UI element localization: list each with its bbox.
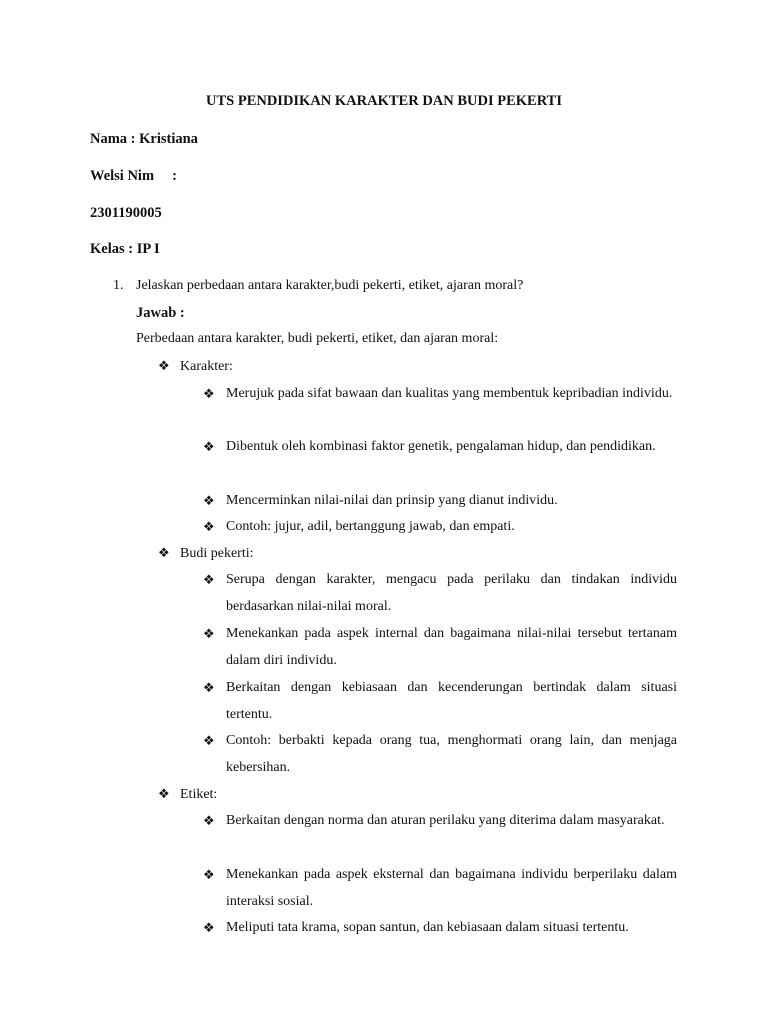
list-item: [203, 513, 677, 540]
list-item: [203, 674, 677, 728]
list-item-text: Contoh: berbakti kepada orang tua, menghormati orang lain, dan menjaga kebersihan.: [226, 733, 677, 775]
diamond-bullet-icon: ❖: [203, 439, 215, 454]
nim-value: 2301190005: [90, 205, 162, 221]
diamond-bullet-icon: ❖: [158, 786, 170, 801]
list-item-text: Serupa dengan karakter, mengacu pada perilaku dan tindakan individu berdasarkan nilai-nilai moral.: [226, 572, 677, 614]
welsi-nim-label: Welsi Nim :: [90, 168, 177, 184]
category-label: Budi pekerti:: [180, 546, 254, 561]
list-item: [203, 861, 677, 915]
list-item-text: Dibentuk oleh kombinasi faktor genetik, pengalaman hidup, dan pendidikan.: [226, 439, 656, 454]
class-field: Kelas : IP I: [90, 241, 160, 257]
category-budi-pekerti: [158, 545, 254, 562]
list-item: [203, 807, 677, 834]
list-item-text: Berkaitan dengan norma dan aturan perilaku yang diterima dalam masyarakat.: [226, 813, 665, 828]
category-label: Etiket:: [180, 787, 218, 802]
question-text: Jelaskan perbedaan antara karakter,budi pekerti, etiket, ajaran moral?: [136, 278, 524, 293]
category-etiket: [158, 786, 217, 803]
diamond-bullet-icon: ❖: [203, 493, 215, 508]
list-item-text: Merujuk pada sifat bawaan dan kualitas yang membentuk kepribadian individu.: [226, 386, 673, 401]
diamond-bullet-icon: ❖: [158, 545, 170, 560]
diamond-bullet-icon: ❖: [203, 386, 215, 401]
list-item: [203, 727, 677, 781]
list-item-text: Mencerminkan nilai-nilai dan prinsip yang dianut individu.: [226, 493, 558, 508]
category-label: Karakter:: [180, 359, 233, 374]
diamond-bullet-icon: ❖: [203, 733, 215, 748]
page-title: UTS PENDIDIKAN KARAKTER DAN BUDI PEKERTI: [206, 93, 562, 109]
list-item: [203, 620, 677, 674]
answer-label: Jawab :: [136, 305, 185, 321]
diamond-bullet-icon: ❖: [203, 920, 215, 935]
student-name: Nama : Kristiana: [90, 131, 198, 147]
list-item-text: Meliputi tata krama, sopan santun, dan kebiasaan dalam situasi tertentu.: [226, 920, 629, 935]
list-item-text: Menekankan pada aspek eksternal dan bagaimana individu berperilaku dalam interaksi sosial.: [226, 867, 677, 909]
category-karakter: [158, 358, 233, 375]
list-item: [203, 914, 677, 941]
diamond-bullet-icon: ❖: [158, 358, 170, 373]
diamond-bullet-icon: ❖: [203, 626, 215, 641]
diamond-bullet-icon: ❖: [203, 813, 215, 828]
list-item-text: Berkaitan dengan kebiasaan dan kecenderungan bertindak dalam situasi tertentu.: [226, 680, 677, 722]
list-item: [203, 487, 677, 514]
list-item: [203, 433, 677, 460]
diamond-bullet-icon: ❖: [203, 680, 215, 695]
diamond-bullet-icon: ❖: [203, 867, 215, 882]
list-item: [203, 380, 677, 407]
answer-intro: Perbedaan antara karakter, budi pekerti, etiket, dan ajaran moral:: [136, 331, 499, 346]
list-item-text: Menekankan pada aspek internal dan bagaimana nilai-nilai tersebut tertanam dalam diri individu.: [226, 626, 677, 668]
list-item-text: Contoh: jujur, adil, bertanggung jawab, dan empati.: [226, 519, 515, 534]
diamond-bullet-icon: ❖: [203, 519, 215, 534]
question-number: 1.: [113, 278, 124, 293]
list-item: [203, 566, 677, 620]
diamond-bullet-icon: ❖: [203, 572, 215, 587]
